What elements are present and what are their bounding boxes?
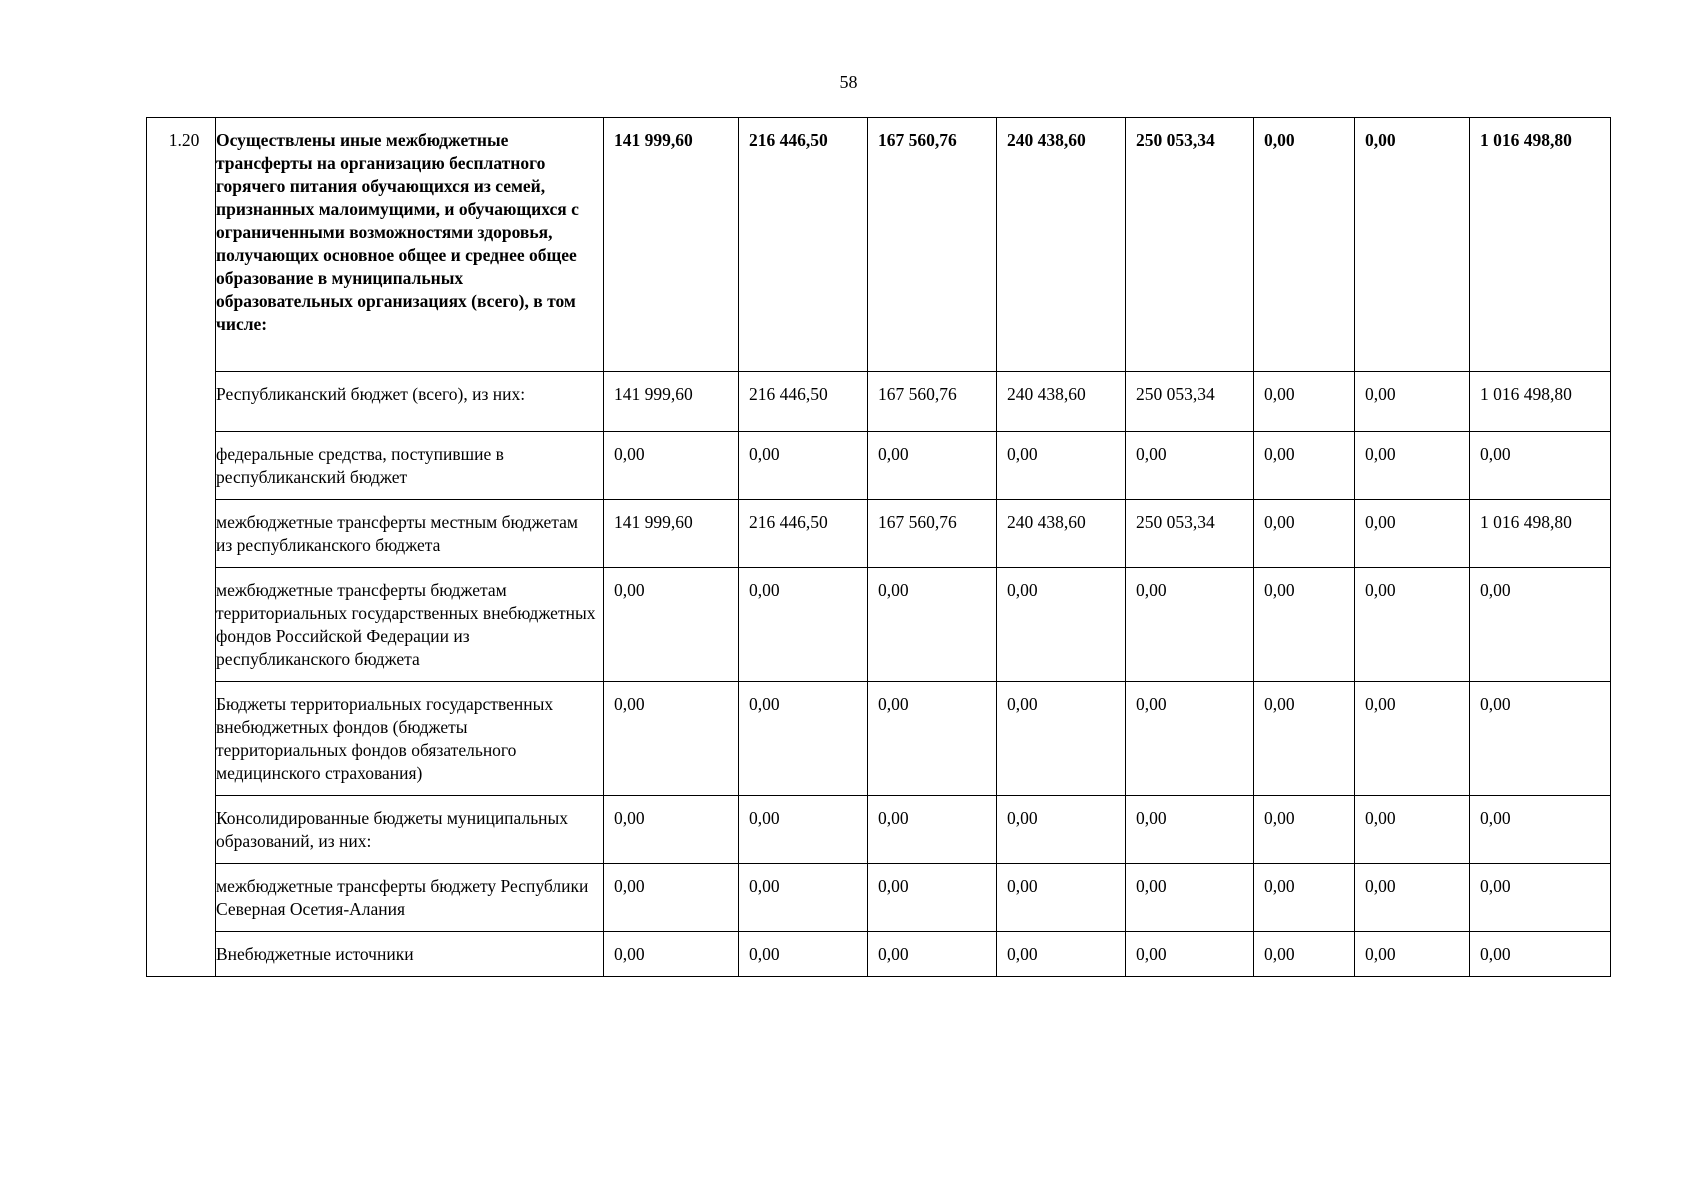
table-row	[147, 432, 1611, 500]
table-row	[147, 118, 1611, 372]
value-cell: 216 446,50	[739, 500, 868, 568]
value-cell: 0,00	[1254, 118, 1355, 372]
value-cell: 0,00	[1126, 568, 1254, 682]
value-cell: 0,00	[1355, 432, 1470, 500]
value-cell: 0,00	[1470, 932, 1611, 977]
value-cell: 0,00	[997, 864, 1126, 932]
value-cell: 0,00	[604, 568, 739, 682]
value-cell: 0,00	[1470, 568, 1611, 682]
value-cell: 0,00	[868, 432, 997, 500]
value-cell: 0,00	[1355, 796, 1470, 864]
value-cell: 167 560,76	[868, 500, 997, 568]
value-cell: 141 999,60	[604, 500, 739, 568]
value-cell: 0,00	[1254, 864, 1355, 932]
value-cell: 0,00	[739, 796, 868, 864]
value-cell: 0,00	[1355, 372, 1470, 432]
row-label: Республиканский бюджет (всего), из них:	[216, 372, 604, 432]
value-cell: 0,00	[739, 682, 868, 796]
value-cell: 0,00	[868, 932, 997, 977]
value-cell: 0,00	[1254, 932, 1355, 977]
value-cell: 0,00	[739, 864, 868, 932]
value-cell: 0,00	[868, 682, 997, 796]
value-cell: 0,00	[1254, 500, 1355, 568]
item-number: 1.20	[147, 118, 216, 977]
table-row	[147, 864, 1611, 932]
value-cell: 0,00	[1355, 864, 1470, 932]
value-cell: 0,00	[604, 682, 739, 796]
value-cell: 0,00	[868, 568, 997, 682]
value-cell: 0,00	[1126, 864, 1254, 932]
table-row	[147, 796, 1611, 864]
value-cell: 0,00	[997, 432, 1126, 500]
value-cell: 0,00	[1126, 932, 1254, 977]
value-cell: 0,00	[1470, 864, 1611, 932]
value-cell: 240 438,60	[997, 118, 1126, 372]
page-number: 58	[839, 72, 858, 92]
row-label: Консолидированные бюджеты муниципальных образований, из них:	[216, 796, 604, 864]
value-cell: 0,00	[1470, 682, 1611, 796]
value-cell: 0,00	[1355, 682, 1470, 796]
value-cell: 0,00	[739, 432, 868, 500]
value-cell: 0,00	[1254, 372, 1355, 432]
value-cell: 0,00	[1126, 432, 1254, 500]
value-cell: 1 016 498,80	[1470, 118, 1611, 372]
value-cell: 0,00	[1470, 796, 1611, 864]
row-label: федеральные средства, поступившие в республиканский бюджет	[216, 432, 604, 500]
budget-table	[146, 117, 1611, 977]
value-cell: 0,00	[868, 796, 997, 864]
value-cell: 240 438,60	[997, 372, 1126, 432]
table-row	[147, 568, 1611, 682]
value-cell: 0,00	[1126, 796, 1254, 864]
value-cell: 0,00	[1355, 568, 1470, 682]
value-cell: 1 016 498,80	[1470, 500, 1611, 568]
row-label: Бюджеты территориальных государственных внебюджетных фондов (бюджеты территориальных фондов обязательного медицинского страхования)	[216, 682, 604, 796]
value-cell: 1 016 498,80	[1470, 372, 1611, 432]
value-cell: 0,00	[997, 796, 1126, 864]
value-cell: 0,00	[739, 568, 868, 682]
row-label: Внебюджетные источники	[216, 932, 604, 977]
value-cell: 0,00	[1254, 796, 1355, 864]
table-row	[147, 372, 1611, 432]
value-cell: 0,00	[1254, 432, 1355, 500]
value-cell: 0,00	[868, 864, 997, 932]
value-cell: 0,00	[1355, 932, 1470, 977]
value-cell: 0,00	[997, 568, 1126, 682]
row-label: Осуществлены иные межбюджетные трансферты на организацию бесплатного горячего питания обучающихся из семей, признанных малоимущими, и обучающихся с ограниченными возможностями здоровья, получающих основное общее и среднее общее образование в муниципальных образовательных организациях (всего), в том числе:	[216, 118, 604, 372]
value-cell: 167 560,76	[868, 372, 997, 432]
value-cell: 0,00	[997, 682, 1126, 796]
value-cell: 240 438,60	[997, 500, 1126, 568]
table-body	[147, 118, 1611, 977]
value-cell: 0,00	[604, 932, 739, 977]
value-cell: 216 446,50	[739, 118, 868, 372]
value-cell: 0,00	[1254, 568, 1355, 682]
value-cell: 250 053,34	[1126, 500, 1254, 568]
value-cell: 0,00	[1126, 682, 1254, 796]
value-cell: 250 053,34	[1126, 372, 1254, 432]
row-label: межбюджетные трансферты бюджету Республики Северная Осетия-Алания	[216, 864, 604, 932]
value-cell: 0,00	[997, 932, 1126, 977]
table-row	[147, 682, 1611, 796]
value-cell: 0,00	[604, 432, 739, 500]
value-cell: 216 446,50	[739, 372, 868, 432]
value-cell: 0,00	[1254, 682, 1355, 796]
row-label: межбюджетные трансферты бюджетам территориальных государственных внебюджетных фондов Российской Федерации из республиканского бюджета	[216, 568, 604, 682]
table-row	[147, 932, 1611, 977]
value-cell: 141 999,60	[604, 372, 739, 432]
table-row	[147, 500, 1611, 568]
row-label: межбюджетные трансферты местным бюджетам из республиканского бюджета	[216, 500, 604, 568]
value-cell: 0,00	[739, 932, 868, 977]
value-cell: 0,00	[1470, 432, 1611, 500]
value-cell: 0,00	[1355, 500, 1470, 568]
value-cell: 0,00	[604, 796, 739, 864]
value-cell: 167 560,76	[868, 118, 997, 372]
value-cell: 0,00	[1355, 118, 1470, 372]
value-cell: 0,00	[604, 864, 739, 932]
value-cell: 141 999,60	[604, 118, 739, 372]
value-cell: 250 053,34	[1126, 118, 1254, 372]
